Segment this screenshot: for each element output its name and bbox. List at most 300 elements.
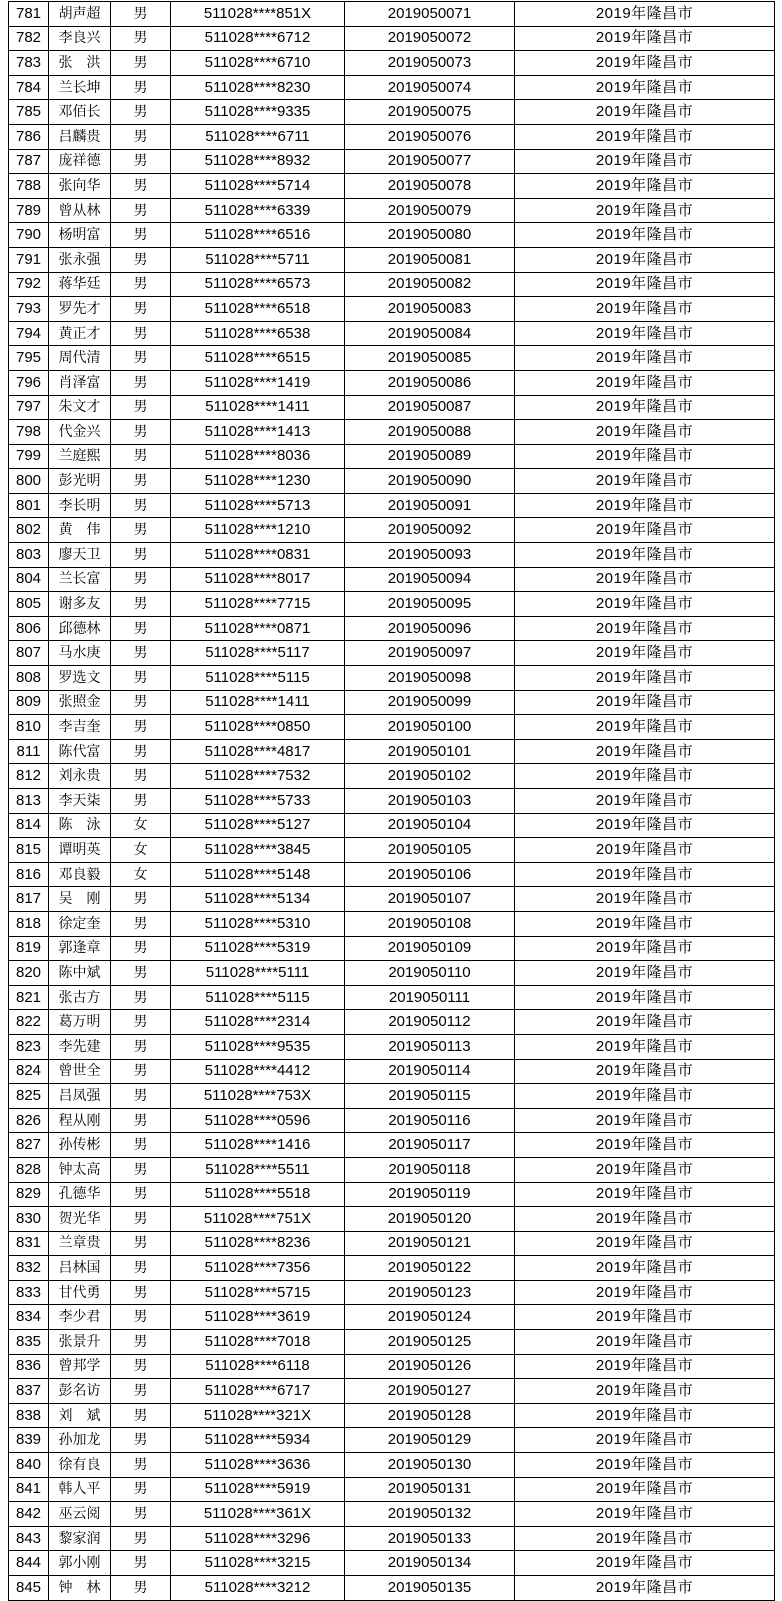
registration-code-cell: 2019050084 <box>345 321 515 346</box>
batch-cell: 2019年隆昌市 <box>515 862 775 887</box>
name-cell: 陈中斌 <box>49 961 111 986</box>
gender-cell: 男 <box>111 370 171 395</box>
id-number-cell: 511028****3212 <box>171 1576 345 1601</box>
id-number-cell: 511028****2314 <box>171 1010 345 1035</box>
name-cell: 巫云阅 <box>49 1502 111 1527</box>
name-cell: 徐定奎 <box>49 911 111 936</box>
row-number-cell: 800 <box>9 469 49 494</box>
table-row <box>9 321 775 346</box>
gender-cell: 男 <box>111 1059 171 1084</box>
id-number-cell: 511028****7356 <box>171 1256 345 1281</box>
gender-cell: 男 <box>111 297 171 322</box>
id-number-cell: 511028****5711 <box>171 247 345 272</box>
batch-cell: 2019年隆昌市 <box>515 985 775 1010</box>
gender-cell: 男 <box>111 1354 171 1379</box>
batch-cell: 2019年隆昌市 <box>515 1157 775 1182</box>
row-number-cell: 828 <box>9 1157 49 1182</box>
batch-cell: 2019年隆昌市 <box>515 124 775 149</box>
name-cell: 李良兴 <box>49 26 111 51</box>
table-row <box>9 715 775 740</box>
table-row <box>9 124 775 149</box>
table-row <box>9 1576 775 1601</box>
table-row <box>9 1551 775 1576</box>
table-row <box>9 1034 775 1059</box>
table-row <box>9 592 775 617</box>
registration-code-cell: 2019050131 <box>345 1477 515 1502</box>
row-number-cell: 785 <box>9 100 49 125</box>
row-number-cell: 814 <box>9 813 49 838</box>
batch-cell: 2019年隆昌市 <box>515 1182 775 1207</box>
table-row <box>9 1379 775 1404</box>
registration-code-cell: 2019050095 <box>345 592 515 617</box>
batch-cell: 2019年隆昌市 <box>515 1059 775 1084</box>
name-cell: 刘 斌 <box>49 1403 111 1428</box>
table-row <box>9 887 775 912</box>
row-number-cell: 837 <box>9 1379 49 1404</box>
name-cell: 钟 林 <box>49 1576 111 1601</box>
id-number-cell: 511028****6573 <box>171 272 345 297</box>
registration-code-cell: 2019050099 <box>345 690 515 715</box>
table-row <box>9 370 775 395</box>
table-row <box>9 346 775 371</box>
row-number-cell: 801 <box>9 493 49 518</box>
row-number-cell: 806 <box>9 616 49 641</box>
name-cell: 代金兴 <box>49 420 111 445</box>
gender-cell: 男 <box>111 1108 171 1133</box>
name-cell: 曾从林 <box>49 198 111 223</box>
registration-code-cell: 2019050103 <box>345 789 515 814</box>
registration-code-cell: 2019050109 <box>345 936 515 961</box>
batch-cell: 2019年隆昌市 <box>515 420 775 445</box>
row-number-cell: 823 <box>9 1034 49 1059</box>
name-cell: 李天柒 <box>49 789 111 814</box>
id-number-cell: 511028****753X <box>171 1084 345 1109</box>
batch-cell: 2019年隆昌市 <box>515 395 775 420</box>
batch-cell: 2019年隆昌市 <box>515 1034 775 1059</box>
registration-code-cell: 2019050123 <box>345 1280 515 1305</box>
registration-code-cell: 2019050092 <box>345 518 515 543</box>
id-number-cell: 511028****1411 <box>171 690 345 715</box>
id-number-cell: 511028****5115 <box>171 666 345 691</box>
id-number-cell: 511028****851X <box>171 2 345 27</box>
registration-code-cell: 2019050112 <box>345 1010 515 1035</box>
batch-cell: 2019年隆昌市 <box>515 887 775 912</box>
name-cell: 陈 泳 <box>49 813 111 838</box>
gender-cell: 女 <box>111 862 171 887</box>
name-cell: 吕凤强 <box>49 1084 111 1109</box>
id-number-cell: 511028****5934 <box>171 1428 345 1453</box>
gender-cell: 男 <box>111 1157 171 1182</box>
row-number-cell: 832 <box>9 1256 49 1281</box>
registration-code-cell: 2019050100 <box>345 715 515 740</box>
batch-cell: 2019年隆昌市 <box>515 1084 775 1109</box>
registration-code-cell: 2019050094 <box>345 567 515 592</box>
gender-cell: 男 <box>111 247 171 272</box>
gender-cell: 女 <box>111 813 171 838</box>
row-number-cell: 834 <box>9 1305 49 1330</box>
batch-cell: 2019年隆昌市 <box>515 1576 775 1601</box>
registration-code-cell: 2019050116 <box>345 1108 515 1133</box>
table-row <box>9 26 775 51</box>
name-cell: 张照金 <box>49 690 111 715</box>
row-number-cell: 826 <box>9 1108 49 1133</box>
id-number-cell: 511028****5117 <box>171 641 345 666</box>
table-row <box>9 198 775 223</box>
row-number-cell: 807 <box>9 641 49 666</box>
id-number-cell: 511028****8230 <box>171 75 345 100</box>
row-number-cell: 840 <box>9 1453 49 1478</box>
batch-cell: 2019年隆昌市 <box>515 567 775 592</box>
row-number-cell: 830 <box>9 1207 49 1232</box>
id-number-cell: 511028****0831 <box>171 543 345 568</box>
registration-code-cell: 2019050074 <box>345 75 515 100</box>
registration-code-cell: 2019050134 <box>345 1551 515 1576</box>
registration-code-cell: 2019050132 <box>345 1502 515 1527</box>
registration-code-cell: 2019050104 <box>345 813 515 838</box>
gender-cell: 男 <box>111 100 171 125</box>
id-number-cell: 511028****5919 <box>171 1477 345 1502</box>
row-number-cell: 812 <box>9 764 49 789</box>
registration-code-cell: 2019050102 <box>345 764 515 789</box>
gender-cell: 男 <box>111 690 171 715</box>
id-number-cell: 511028****6118 <box>171 1354 345 1379</box>
id-number-cell: 511028****5715 <box>171 1280 345 1305</box>
gender-cell: 男 <box>111 1182 171 1207</box>
gender-cell: 男 <box>111 961 171 986</box>
table-row <box>9 543 775 568</box>
gender-cell: 男 <box>111 223 171 248</box>
row-number-cell: 805 <box>9 592 49 617</box>
id-number-cell: 511028****5115 <box>171 985 345 1010</box>
name-cell: 郭小刚 <box>49 1551 111 1576</box>
id-number-cell: 511028****9335 <box>171 100 345 125</box>
gender-cell: 男 <box>111 936 171 961</box>
registration-code-cell: 2019050083 <box>345 297 515 322</box>
id-number-cell: 511028****5733 <box>171 789 345 814</box>
registration-code-cell: 2019050093 <box>345 543 515 568</box>
row-number-cell: 838 <box>9 1403 49 1428</box>
batch-cell: 2019年隆昌市 <box>515 1403 775 1428</box>
name-cell: 黄正才 <box>49 321 111 346</box>
id-number-cell: 511028****6712 <box>171 26 345 51</box>
row-number-cell: 794 <box>9 321 49 346</box>
name-cell: 孙加龙 <box>49 1428 111 1453</box>
registration-code-cell: 2019050073 <box>345 51 515 76</box>
registration-code-cell: 2019050071 <box>345 2 515 27</box>
row-number-cell: 813 <box>9 789 49 814</box>
id-number-cell: 511028****6516 <box>171 223 345 248</box>
name-cell: 罗先才 <box>49 297 111 322</box>
table-row <box>9 149 775 174</box>
name-cell: 张永强 <box>49 247 111 272</box>
id-number-cell: 511028****8932 <box>171 149 345 174</box>
row-number-cell: 810 <box>9 715 49 740</box>
table-row <box>9 1526 775 1551</box>
gender-cell: 男 <box>111 1428 171 1453</box>
batch-cell: 2019年隆昌市 <box>515 346 775 371</box>
table-row <box>9 985 775 1010</box>
table-row <box>9 395 775 420</box>
table-row <box>9 1428 775 1453</box>
id-number-cell: 511028****5127 <box>171 813 345 838</box>
name-cell: 黎家润 <box>49 1526 111 1551</box>
registration-code-cell: 2019050107 <box>345 887 515 912</box>
gender-cell: 男 <box>111 1330 171 1355</box>
name-cell: 张向华 <box>49 174 111 199</box>
gender-cell: 男 <box>111 321 171 346</box>
table-row <box>9 1157 775 1182</box>
row-number-cell: 821 <box>9 985 49 1010</box>
registration-code-cell: 2019050133 <box>345 1526 515 1551</box>
gender-cell: 男 <box>111 543 171 568</box>
table-row <box>9 493 775 518</box>
id-number-cell: 511028****6339 <box>171 198 345 223</box>
table-row <box>9 641 775 666</box>
batch-cell: 2019年隆昌市 <box>515 1330 775 1355</box>
row-number-cell: 824 <box>9 1059 49 1084</box>
batch-cell: 2019年隆昌市 <box>515 1428 775 1453</box>
id-number-cell: 511028****7018 <box>171 1330 345 1355</box>
batch-cell: 2019年隆昌市 <box>515 813 775 838</box>
registration-code-cell: 2019050088 <box>345 420 515 445</box>
registration-code-cell: 2019050105 <box>345 838 515 863</box>
table-row <box>9 1059 775 1084</box>
name-cell: 马水庚 <box>49 641 111 666</box>
registration-code-cell: 2019050090 <box>345 469 515 494</box>
registration-code-cell: 2019050119 <box>345 1182 515 1207</box>
gender-cell: 男 <box>111 1084 171 1109</box>
table-row <box>9 911 775 936</box>
row-number-cell: 836 <box>9 1354 49 1379</box>
row-number-cell: 822 <box>9 1010 49 1035</box>
name-cell: 吴 刚 <box>49 887 111 912</box>
name-cell: 李少君 <box>49 1305 111 1330</box>
table-row <box>9 1182 775 1207</box>
registration-code-cell: 2019050130 <box>345 1453 515 1478</box>
name-cell: 邓良毅 <box>49 862 111 887</box>
gender-cell: 男 <box>111 789 171 814</box>
table-row <box>9 813 775 838</box>
id-number-cell: 511028****1411 <box>171 395 345 420</box>
table-row <box>9 469 775 494</box>
batch-cell: 2019年隆昌市 <box>515 641 775 666</box>
roster-table <box>8 1 775 1601</box>
batch-cell: 2019年隆昌市 <box>515 1551 775 1576</box>
table-row <box>9 1133 775 1158</box>
batch-cell: 2019年隆昌市 <box>515 247 775 272</box>
row-number-cell: 844 <box>9 1551 49 1576</box>
id-number-cell: 511028****3215 <box>171 1551 345 1576</box>
gender-cell: 男 <box>111 493 171 518</box>
row-number-cell: 811 <box>9 739 49 764</box>
row-number-cell: 786 <box>9 124 49 149</box>
table-row <box>9 518 775 543</box>
name-cell: 贺光华 <box>49 1207 111 1232</box>
registration-code-cell: 2019050135 <box>345 1576 515 1601</box>
table-row <box>9 862 775 887</box>
gender-cell: 男 <box>111 26 171 51</box>
row-number-cell: 825 <box>9 1084 49 1109</box>
id-number-cell: 511028****6711 <box>171 124 345 149</box>
name-cell: 彭名访 <box>49 1379 111 1404</box>
batch-cell: 2019年隆昌市 <box>515 321 775 346</box>
gender-cell: 男 <box>111 75 171 100</box>
name-cell: 周代清 <box>49 346 111 371</box>
batch-cell: 2019年隆昌市 <box>515 51 775 76</box>
name-cell: 李吉奎 <box>49 715 111 740</box>
row-number-cell: 833 <box>9 1280 49 1305</box>
registration-code-cell: 2019050085 <box>345 346 515 371</box>
name-cell: 肖泽富 <box>49 370 111 395</box>
id-number-cell: 511028****0871 <box>171 616 345 641</box>
registration-code-cell: 2019050128 <box>345 1403 515 1428</box>
id-number-cell: 511028****8236 <box>171 1231 345 1256</box>
row-number-cell: 835 <box>9 1330 49 1355</box>
id-number-cell: 511028****4817 <box>171 739 345 764</box>
id-number-cell: 511028****5319 <box>171 936 345 961</box>
batch-cell: 2019年隆昌市 <box>515 1354 775 1379</box>
id-number-cell: 511028****5148 <box>171 862 345 887</box>
registration-code-cell: 2019050125 <box>345 1330 515 1355</box>
gender-cell: 男 <box>111 887 171 912</box>
name-cell: 邓佰长 <box>49 100 111 125</box>
name-cell: 程从刚 <box>49 1108 111 1133</box>
batch-cell: 2019年隆昌市 <box>515 272 775 297</box>
batch-cell: 2019年隆昌市 <box>515 1108 775 1133</box>
row-number-cell: 843 <box>9 1526 49 1551</box>
batch-cell: 2019年隆昌市 <box>515 936 775 961</box>
batch-cell: 2019年隆昌市 <box>515 838 775 863</box>
batch-cell: 2019年隆昌市 <box>515 1305 775 1330</box>
row-number-cell: 783 <box>9 51 49 76</box>
id-number-cell: 511028****6515 <box>171 346 345 371</box>
gender-cell: 男 <box>111 272 171 297</box>
row-number-cell: 803 <box>9 543 49 568</box>
registration-code-cell: 2019050126 <box>345 1354 515 1379</box>
name-cell: 郭逢章 <box>49 936 111 961</box>
row-number-cell: 804 <box>9 567 49 592</box>
row-number-cell: 782 <box>9 26 49 51</box>
table-row <box>9 666 775 691</box>
registration-code-cell: 2019050106 <box>345 862 515 887</box>
name-cell: 张景升 <box>49 1330 111 1355</box>
row-number-cell: 788 <box>9 174 49 199</box>
batch-cell: 2019年隆昌市 <box>515 297 775 322</box>
row-number-cell: 795 <box>9 346 49 371</box>
registration-code-cell: 2019050121 <box>345 1231 515 1256</box>
id-number-cell: 511028****3636 <box>171 1453 345 1478</box>
registration-code-cell: 2019050120 <box>345 1207 515 1232</box>
gender-cell: 男 <box>111 641 171 666</box>
gender-cell: 女 <box>111 838 171 863</box>
batch-cell: 2019年隆昌市 <box>515 26 775 51</box>
row-number-cell: 789 <box>9 198 49 223</box>
id-number-cell: 511028****8036 <box>171 444 345 469</box>
name-cell: 邱德林 <box>49 616 111 641</box>
registration-code-cell: 2019050114 <box>345 1059 515 1084</box>
batch-cell: 2019年隆昌市 <box>515 666 775 691</box>
batch-cell: 2019年隆昌市 <box>515 1453 775 1478</box>
gender-cell: 男 <box>111 1256 171 1281</box>
table-row <box>9 174 775 199</box>
table-row <box>9 1453 775 1478</box>
batch-cell: 2019年隆昌市 <box>515 75 775 100</box>
row-number-cell: 781 <box>9 2 49 27</box>
row-number-cell: 845 <box>9 1576 49 1601</box>
id-number-cell: 511028****361X <box>171 1502 345 1527</box>
table-row <box>9 764 775 789</box>
batch-cell: 2019年隆昌市 <box>515 1256 775 1281</box>
gender-cell: 男 <box>111 174 171 199</box>
batch-cell: 2019年隆昌市 <box>515 2 775 27</box>
id-number-cell: 511028****321X <box>171 1403 345 1428</box>
table-row <box>9 1207 775 1232</box>
registration-code-cell: 2019050076 <box>345 124 515 149</box>
id-number-cell: 511028****5714 <box>171 174 345 199</box>
roster-body <box>9 2 775 1601</box>
gender-cell: 男 <box>111 395 171 420</box>
batch-cell: 2019年隆昌市 <box>515 1280 775 1305</box>
name-cell: 甘代勇 <box>49 1280 111 1305</box>
gender-cell: 男 <box>111 592 171 617</box>
table-row <box>9 1354 775 1379</box>
batch-cell: 2019年隆昌市 <box>515 739 775 764</box>
batch-cell: 2019年隆昌市 <box>515 1231 775 1256</box>
table-row <box>9 2 775 27</box>
batch-cell: 2019年隆昌市 <box>515 1010 775 1035</box>
gender-cell: 男 <box>111 444 171 469</box>
table-row <box>9 1280 775 1305</box>
batch-cell: 2019年隆昌市 <box>515 370 775 395</box>
registration-code-cell: 2019050124 <box>345 1305 515 1330</box>
id-number-cell: 511028****4412 <box>171 1059 345 1084</box>
row-number-cell: 793 <box>9 297 49 322</box>
table-row <box>9 1305 775 1330</box>
batch-cell: 2019年隆昌市 <box>515 764 775 789</box>
registration-code-cell: 2019050077 <box>345 149 515 174</box>
name-cell: 兰长坤 <box>49 75 111 100</box>
id-number-cell: 511028****5134 <box>171 887 345 912</box>
batch-cell: 2019年隆昌市 <box>515 493 775 518</box>
table-row <box>9 51 775 76</box>
name-cell: 刘永贵 <box>49 764 111 789</box>
id-number-cell: 511028****5111 <box>171 961 345 986</box>
batch-cell: 2019年隆昌市 <box>515 690 775 715</box>
name-cell: 朱文才 <box>49 395 111 420</box>
gender-cell: 男 <box>111 2 171 27</box>
row-number-cell: 842 <box>9 1502 49 1527</box>
registration-code-cell: 2019050078 <box>345 174 515 199</box>
gender-cell: 男 <box>111 1526 171 1551</box>
gender-cell: 男 <box>111 124 171 149</box>
batch-cell: 2019年隆昌市 <box>515 543 775 568</box>
name-cell: 吕麟贵 <box>49 124 111 149</box>
row-number-cell: 839 <box>9 1428 49 1453</box>
batch-cell: 2019年隆昌市 <box>515 961 775 986</box>
batch-cell: 2019年隆昌市 <box>515 518 775 543</box>
table-row <box>9 1502 775 1527</box>
gender-cell: 男 <box>111 1010 171 1035</box>
gender-cell: 男 <box>111 518 171 543</box>
table-row <box>9 1477 775 1502</box>
table-row <box>9 690 775 715</box>
id-number-cell: 511028****6518 <box>171 297 345 322</box>
id-number-cell: 511028****1419 <box>171 370 345 395</box>
row-number-cell: 784 <box>9 75 49 100</box>
name-cell: 徐有良 <box>49 1453 111 1478</box>
batch-cell: 2019年隆昌市 <box>515 911 775 936</box>
gender-cell: 男 <box>111 1477 171 1502</box>
